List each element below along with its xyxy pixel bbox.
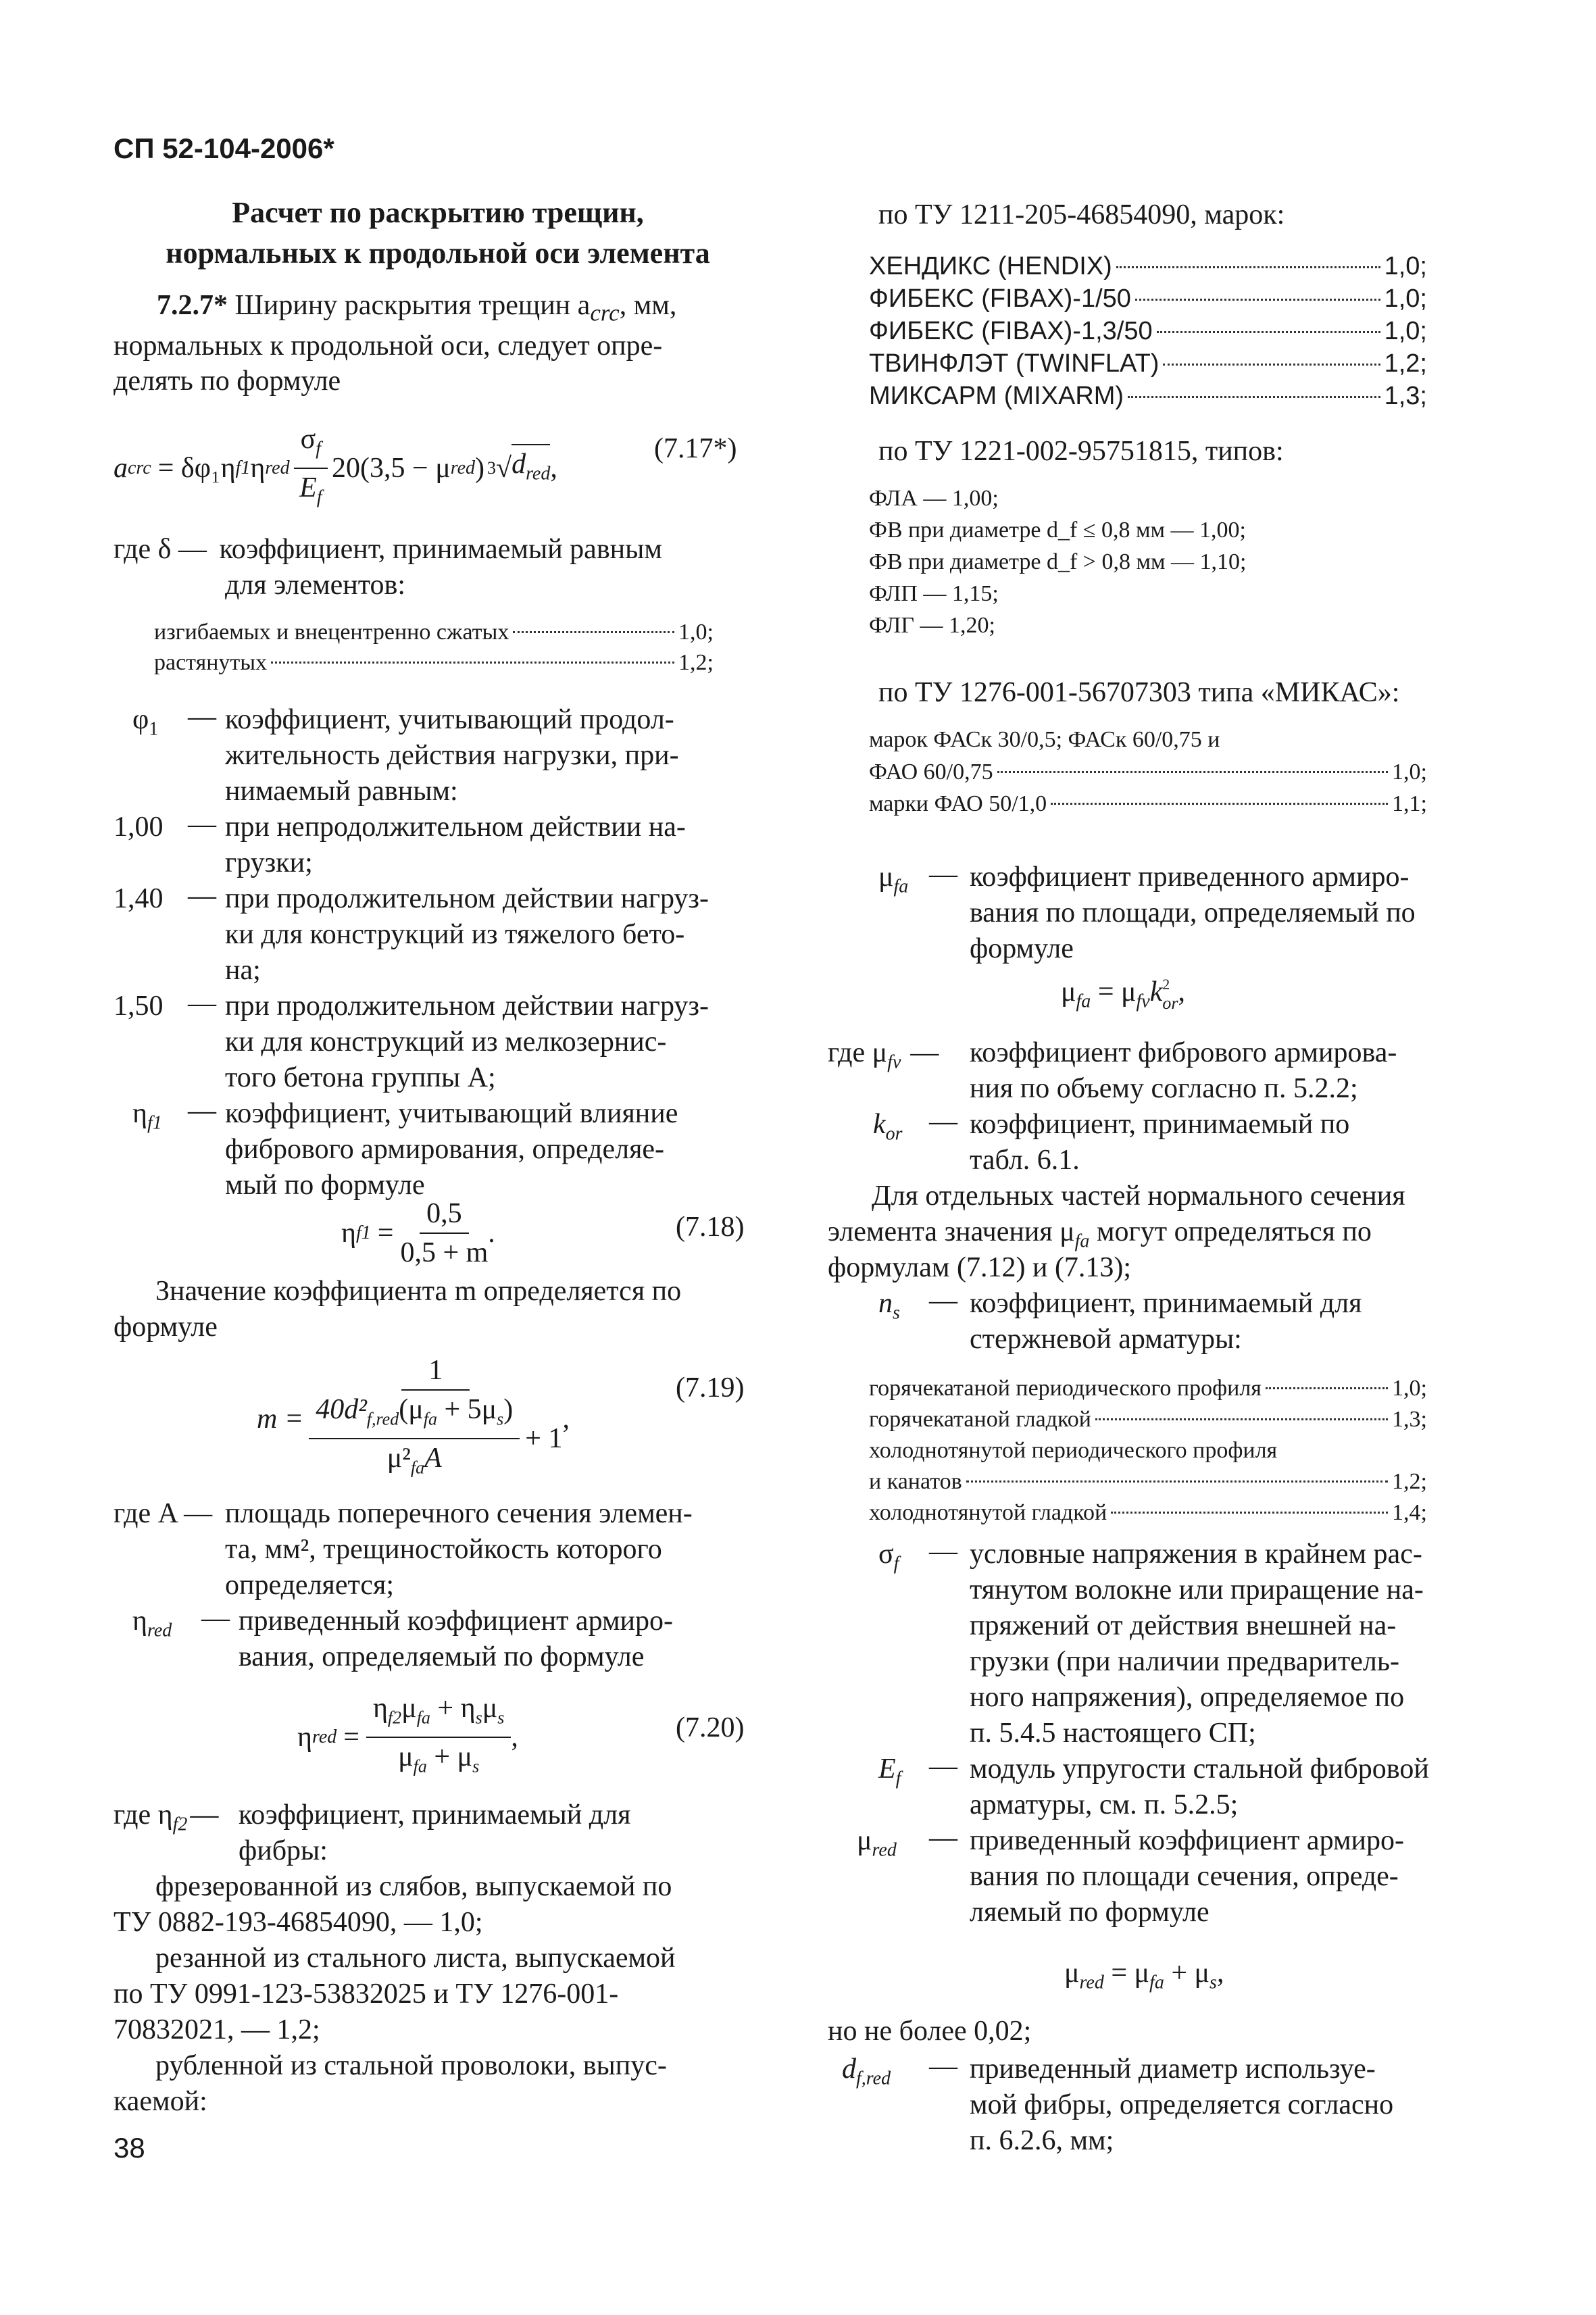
symbol: =	[377, 1218, 394, 1249]
subscript: red	[311, 1726, 337, 1748]
A-line-2: та, мм², трещиностойкость которого	[225, 1534, 662, 1565]
subscript: red	[265, 457, 290, 479]
subscript: s	[893, 1302, 900, 1324]
symbol: η	[297, 1722, 312, 1753]
equation-mu-red	[1064, 1954, 1224, 2001]
symbol: φ	[132, 704, 149, 735]
k-or-line-2: табл. 6.1.	[970, 1145, 1080, 1176]
item-value: 1,3;	[1392, 1407, 1427, 1432]
dash: —	[929, 2051, 957, 2082]
m-text-line-1: Значение коэффициента m определяется по	[155, 1276, 682, 1307]
mu-red-line-2: вания по площади сечения, опреде-	[970, 1861, 1399, 1892]
lead: где μ	[828, 1037, 888, 1068]
item-label: растянутых	[154, 650, 268, 675]
tu1-heading: по ТУ 1211-205-46854090, марок:	[878, 199, 1285, 230]
symbol: σ	[300, 424, 316, 455]
tu2-item: ФВ при диаметре d_f ≤ 0,8 мм — 1,00;	[869, 518, 1246, 543]
fiber-line-1: фрезерованной из слябов, выпускаемой по	[155, 1871, 672, 1902]
sigma-f-line-1: условные напряжения в крайнем рас-	[970, 1539, 1422, 1570]
phi-value-3-line-1: при продолжительном действии нагруз-	[225, 991, 709, 1022]
numerator: 0,5	[420, 1195, 469, 1234]
section-heading	[114, 193, 762, 274]
item-label: ФАО 60/0,75	[869, 760, 993, 785]
sigma-f-line-2: тянутом волокне или приращение на-	[970, 1574, 1424, 1605]
heading-line-1: Расчет по раскрытию трещин,	[232, 196, 644, 229]
subscript: f,red	[366, 1409, 399, 1429]
symbol: μ	[857, 1825, 872, 1856]
item-value: 1,0;	[1384, 317, 1427, 345]
item-label: ФИБЕКС (FIBAX)-1,3/50	[869, 317, 1153, 345]
eta-red-line-1: приведенный коэффициент армиро-	[239, 1605, 673, 1637]
item-value: 1,3;	[1384, 382, 1427, 410]
subscript: f2	[387, 1708, 402, 1728]
text: могут определяться по	[1089, 1216, 1372, 1247]
mu-red-line-3: ляемый по формуле	[970, 1897, 1210, 1928]
equation-label-7-17: (7.17*)	[654, 433, 737, 464]
document-code: СП 52-104-2006*	[114, 132, 334, 164]
root-sign: √	[496, 453, 512, 484]
n-s-item	[869, 1466, 1427, 1497]
subscript: s	[497, 1409, 504, 1429]
lead: где δ —	[114, 534, 207, 565]
dash: —	[929, 1536, 957, 1567]
clause-number: 7.2.7*	[157, 290, 228, 321]
symbol: + μ	[1164, 1958, 1210, 1989]
symbol: μ	[401, 1693, 417, 1724]
symbol: E	[878, 1753, 896, 1785]
symbol: ,	[1178, 976, 1186, 1007]
n-s-item-line: холоднотянутой периодического профиля	[869, 1438, 1278, 1463]
symbol: η	[250, 453, 266, 484]
phi-value-1-line-1: при непродолжительном действии на-	[225, 812, 686, 843]
mu-fv-line-1: коэффициент фибрового армирова-	[970, 1037, 1397, 1068]
sigma-f-line-3: пряжений от действия внешней на-	[970, 1610, 1397, 1641]
equation-mu-fa	[1061, 973, 1185, 1020]
item-value: 1,0;	[1392, 760, 1427, 785]
subscript: fa	[416, 1708, 430, 1728]
symbol: η	[132, 1605, 147, 1637]
subscript: red	[450, 457, 476, 479]
d-f-red-line-2: мой фибры, определяется согласно	[970, 2089, 1394, 2120]
subscript: or	[885, 1123, 903, 1145]
mu-fa-line-3: формуле	[970, 933, 1074, 964]
subscript: red	[872, 1839, 897, 1861]
paragraph-7-2-7-line-1	[157, 287, 676, 332]
delta-item-2	[154, 647, 714, 678]
tu3-heading: по ТУ 1276-001-56707303 типа «МИКАС»:	[878, 677, 1400, 708]
subscript: f	[893, 1553, 899, 1574]
text: элемента значения μ	[828, 1216, 1075, 1247]
item-label: холоднотянутой гладкой	[869, 1500, 1107, 1525]
item-value: 1,4;	[1392, 1500, 1427, 1525]
subscript: fa	[1149, 1972, 1164, 1993]
symbol: n	[878, 1288, 893, 1319]
item-label: изгибаемых и внецентренно сжатых	[154, 620, 509, 645]
text: коэффициент, принимаемый равным	[219, 534, 662, 565]
E-f-line-1: модуль упругости стальной фибровой	[970, 1753, 1429, 1785]
n-s-item	[869, 1404, 1427, 1435]
delta-line-2: для элементов:	[225, 570, 406, 601]
symbol: μ	[398, 1741, 414, 1773]
eta-f2-lead	[114, 1796, 218, 1843]
equation-label-7-20: (7.20)	[676, 1712, 745, 1743]
eta-red-symbol	[132, 1602, 172, 1649]
item-value: 1,2;	[678, 650, 714, 675]
phi-value-3-line-3: того бетона группы А;	[225, 1062, 496, 1093]
subscript: s	[472, 1756, 480, 1776]
dash: —	[929, 1106, 957, 1137]
item-value: 1,2;	[1384, 349, 1427, 378]
subscript: f	[316, 487, 322, 508]
item-label: МИКСАРМ (MIXARM)	[869, 382, 1124, 410]
sigma-f-line-4: грузки (при наличии предваритель-	[970, 1646, 1400, 1677]
subscript: s	[475, 1708, 482, 1728]
subscript: fa	[423, 1409, 437, 1429]
parts-line-1: Для отдельных частей нормального сечения	[872, 1180, 1405, 1212]
symbol: ,	[562, 1403, 570, 1435]
equation-7-18	[341, 1195, 495, 1272]
subscript: f	[895, 1768, 901, 1789]
phi1-symbol	[132, 701, 158, 748]
symbol: + η	[430, 1693, 476, 1724]
superscript: 2	[1162, 976, 1170, 993]
eta-f1-symbol	[132, 1095, 162, 1142]
symbol: ,	[511, 1722, 518, 1753]
paragraph-7-2-7-line-2: нормальных к продольной оси, следует опре-	[114, 330, 663, 362]
symbol: = δφ₁η	[157, 453, 236, 484]
symbol: μ²	[386, 1443, 411, 1474]
tu3-line-1: марок ФАСк 30/0,5; ФАСк 60/0,75 и	[869, 727, 1220, 752]
m-text-line-2: формуле	[114, 1312, 218, 1343]
dash: —	[929, 1285, 957, 1316]
symbol: a	[114, 453, 128, 484]
equation-7-19	[257, 1351, 570, 1487]
symbol: + 5μ	[437, 1394, 497, 1425]
phi1-line-2: жительность действия нагрузки, при-	[225, 740, 679, 771]
d-f-red-line-3: п. 6.2.6, мм;	[970, 2125, 1114, 2156]
equation-label-7-18: (7.18)	[676, 1212, 745, 1243]
symbol: d	[842, 2053, 856, 2085]
symbol: )	[503, 1394, 514, 1425]
item-label: горячекатаной периодического профиля	[869, 1376, 1262, 1401]
subscript: red	[1079, 1972, 1104, 1993]
subscript: crc	[590, 299, 620, 326]
subscript: fv	[887, 1051, 901, 1073]
symbol: + μ	[426, 1741, 473, 1773]
item-label: марки ФАО 50/1,0	[869, 791, 1047, 816]
fraction	[309, 1351, 562, 1487]
sigma-f-line-5: ного напряжения), определяемое по	[970, 1682, 1405, 1713]
n-s-item	[869, 1497, 1427, 1528]
tu1-item	[869, 250, 1427, 282]
mu-red-line-1: приведенный коэффициент армиро-	[970, 1825, 1404, 1856]
text: , мм,	[619, 290, 677, 321]
subscript: f2	[172, 1814, 188, 1835]
lead: где η	[114, 1799, 173, 1831]
not-more-text: но не более 0,02;	[828, 2016, 1032, 2047]
symbol: )	[475, 453, 485, 484]
symbol: η	[372, 1693, 388, 1724]
text: Ширину раскрытия трещин a	[228, 290, 591, 321]
tu1-item	[869, 315, 1427, 347]
tu2-item: ФВ при диаметре d_f > 0,8 мм — 1,10;	[869, 549, 1247, 574]
equation-7-17	[114, 420, 557, 517]
item-label: ТВИНФЛЭТ (TWINFLAT)	[869, 349, 1159, 378]
A-line-1: площадь поперечного сечения элемен-	[225, 1498, 693, 1529]
symbol: η	[132, 1098, 147, 1129]
fraction	[400, 1195, 488, 1272]
item-label: ХЕНДИКС (HENDIX)	[869, 252, 1112, 280]
subscript: s	[1210, 1972, 1217, 1993]
item-label: горячекатаной гладкой	[869, 1407, 1091, 1432]
fiber-line-5: 70832021, — 1,2;	[114, 2014, 320, 2045]
fiber-line-7: каемой:	[114, 2086, 207, 2117]
phi-value-2-line-3: на;	[225, 955, 261, 986]
dash: —	[929, 859, 957, 890]
mu-fa-symbol	[878, 858, 908, 905]
delta-line-1	[114, 530, 662, 568]
tu3-item	[869, 789, 1427, 820]
paragraph-7-2-7-line-3: делять по формуле	[114, 366, 341, 397]
subscript: crc	[128, 457, 151, 479]
mu-fa-line-2: вания по площади, определяемый по	[970, 897, 1416, 928]
subscript: f1	[147, 1112, 162, 1134]
dash: —	[188, 1095, 216, 1126]
item-value: 1,0;	[1384, 284, 1427, 313]
delta-item-1	[154, 617, 714, 648]
eta-f1-line-1: коэффициент, учитывающий влияние	[225, 1098, 678, 1129]
symbol: η	[341, 1218, 356, 1249]
tu3-item	[869, 757, 1427, 788]
item-value: 1,0;	[678, 620, 714, 645]
sigma-f-line-6: п. 5.4.5 настоящего СП;	[970, 1718, 1256, 1749]
symbol: k	[1149, 976, 1163, 1007]
subscript: or	[1162, 993, 1178, 1014]
subscript: 1	[149, 718, 159, 740]
dash: —	[188, 880, 216, 912]
symbol: k	[873, 1109, 886, 1140]
symbol: =	[343, 1722, 359, 1753]
phi-value-1: 1,00	[114, 812, 164, 843]
symbol: m =	[257, 1403, 304, 1435]
E-f-symbol	[878, 1750, 901, 1797]
eta-f1-line-3: мый по формуле	[225, 1170, 425, 1201]
inner-fraction	[309, 1391, 520, 1487]
symbol: .	[488, 1218, 495, 1249]
fraction	[366, 1689, 511, 1786]
dash: —	[188, 809, 216, 840]
fiber-line-6: рубленной из стальной проволоки, выпус-	[155, 2050, 667, 2081]
tu1-item	[869, 347, 1427, 380]
symbol: ,	[550, 453, 557, 484]
tu2-item: ФЛП — 1,15;	[869, 581, 999, 606]
d-f-red-line-1: приведенный диаметр используе-	[970, 2053, 1376, 2085]
dash: —	[929, 1822, 957, 1853]
E-f-line-2: арматуры, см. п. 5.2.5;	[970, 1789, 1239, 1820]
subscript: fa	[410, 1458, 425, 1478]
phi-value-1-line-2: грузки;	[225, 847, 313, 878]
symbol: = μ	[1091, 976, 1137, 1007]
dash: —	[929, 1751, 957, 1782]
symbol: 20(3,5 − μ	[332, 453, 451, 484]
symbol: E	[299, 472, 317, 504]
k-or-symbol	[873, 1105, 903, 1153]
parts-line-3: формулам (7.12) и (7.13);	[828, 1252, 1132, 1283]
n-s-line-1: коэффициент, принимаемый для	[970, 1288, 1362, 1319]
item-value: 1,0;	[1392, 1376, 1427, 1401]
subscript: s	[497, 1708, 505, 1728]
sigma-f-symbol	[878, 1535, 899, 1583]
symbol: + 1	[525, 1423, 563, 1455]
symbol: = μ	[1103, 1958, 1150, 1989]
subscript: f1	[235, 457, 251, 479]
item-value: 1,2;	[1392, 1469, 1427, 1494]
d-f-red-symbol	[842, 2050, 891, 2097]
tu1-item	[869, 282, 1427, 315]
symbol: 40d²	[316, 1394, 367, 1425]
symbol: d	[512, 449, 526, 480]
subscript: f1	[355, 1222, 371, 1243]
fiber-line-4: по ТУ 0991-123-53832025 и ТУ 1276-001-	[114, 1978, 619, 2010]
fiber-line-2: ТУ 0882-193-46854090, — 1,0;	[114, 1907, 483, 1938]
mu-fv-line-2: ния по объему согласно п. 5.2.2;	[970, 1073, 1358, 1104]
numerator: 1	[401, 1351, 470, 1391]
item-value: 1,1;	[1392, 791, 1427, 816]
dash: —	[190, 1799, 219, 1831]
eta-f2-line-2: фибры:	[239, 1835, 328, 1866]
dash: —	[201, 1603, 230, 1634]
phi-value-3-line-2: ки для конструкций из мелкозернис-	[225, 1026, 667, 1057]
subscript: f	[316, 438, 322, 459]
symbol: ,	[1216, 1958, 1224, 1989]
subscript: fa	[893, 876, 909, 897]
symbol: μ	[1064, 1958, 1080, 1989]
fiber-line-3: резанной из стального листа, выпускаемой	[155, 1943, 676, 1974]
eta-f1-line-2: фибрового армирования, определяе-	[225, 1134, 665, 1165]
phi1-line-3: нимаемый равным:	[225, 776, 458, 807]
A-line-3: определяется;	[225, 1570, 394, 1601]
symbol: (μ	[399, 1394, 424, 1425]
n-s-symbol	[878, 1285, 900, 1332]
phi-value-2: 1,40	[114, 883, 164, 914]
page-number: 38	[114, 2132, 145, 2164]
symbol: μ	[1061, 976, 1076, 1007]
mu-fv-lead	[828, 1034, 939, 1081]
eta-f2-line-1: коэффициент, принимаемый для	[239, 1799, 631, 1831]
phi-value-3: 1,50	[114, 991, 164, 1022]
subscript: f,red	[856, 2068, 891, 2089]
A-lead: где A —	[114, 1498, 213, 1529]
subscript: fa	[1074, 1230, 1090, 1252]
subscript: fv	[1136, 991, 1150, 1012]
fraction	[294, 420, 328, 517]
n-s-item	[869, 1373, 1427, 1404]
subscript: fa	[1076, 991, 1091, 1012]
symbol: μ	[878, 862, 894, 893]
phi-value-2-line-1: при продолжительном действии нагруз-	[225, 883, 709, 914]
dash: —	[188, 701, 216, 732]
n-s-line-2: стержневой арматуры:	[970, 1324, 1242, 1355]
tu2-item: ФЛА — 1,00;	[869, 486, 999, 511]
phi-value-2-line-2: ки для конструкций из тяжелого бето-	[225, 919, 685, 950]
subscript: fa	[413, 1756, 427, 1776]
dash: —	[910, 1037, 939, 1068]
symbol: σ	[878, 1539, 894, 1570]
mu-fa-line-1: коэффициент приведенного армиро-	[970, 862, 1410, 893]
dash: —	[188, 988, 216, 1019]
symbol: A	[424, 1443, 442, 1474]
tu2-item: ФЛГ — 1,20;	[869, 613, 995, 638]
subscript: red	[526, 463, 551, 484]
equation-label-7-19: (7.19)	[676, 1372, 745, 1403]
subscript: red	[147, 1620, 172, 1641]
root-index: 3	[487, 458, 497, 478]
eta-red-line-2: вания, определяемый по формуле	[239, 1641, 645, 1672]
heading-line-2: нормальных к продольной оси элемента	[166, 237, 710, 270]
tu1-item	[869, 380, 1427, 412]
tu2-heading: по ТУ 1221-002-95751815, типов:	[878, 436, 1284, 467]
mu-red-symbol	[857, 1822, 897, 1869]
phi1-line-1: коэффициент, учитывающий продол-	[225, 704, 674, 735]
item-label: ФИБЕКС (FIBAX)-1/50	[869, 284, 1131, 313]
symbol: μ	[482, 1693, 498, 1724]
denominator: 0,5 + m	[400, 1237, 489, 1268]
item-label: и канатов	[869, 1469, 962, 1494]
k-or-line-1: коэффициент, принимаемый по	[970, 1109, 1350, 1140]
item-value: 1,0;	[1384, 252, 1427, 280]
equation-7-20	[297, 1689, 518, 1786]
